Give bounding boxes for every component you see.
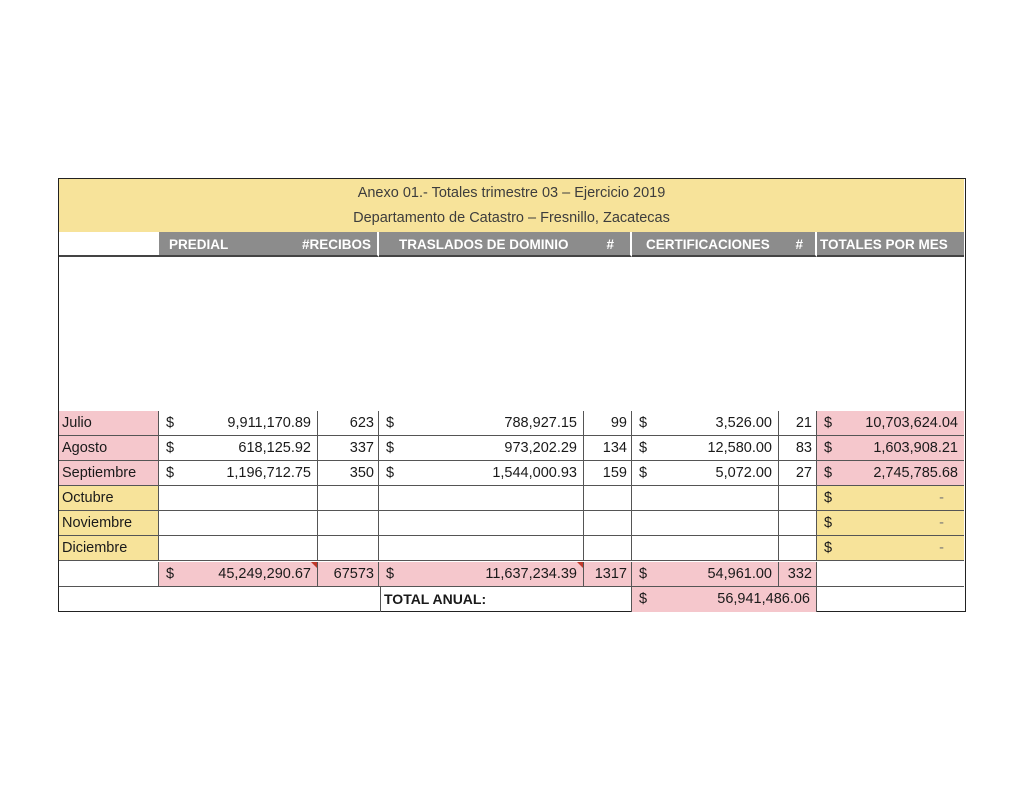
- total-cert: 54,961.00: [707, 566, 772, 582]
- currency-symbol: $: [386, 465, 395, 481]
- blank-area: [59, 257, 964, 411]
- month-name: Diciembre: [59, 536, 159, 561]
- currency-symbol: $: [386, 566, 395, 582]
- empty-cell: [318, 536, 379, 561]
- currency-symbol: $: [824, 415, 833, 431]
- title-block: [59, 179, 964, 233]
- currency-symbol: $: [824, 490, 833, 506]
- currency-symbol: $: [639, 415, 648, 431]
- empty-cell: [584, 511, 632, 536]
- month-row: [59, 411, 964, 436]
- cell-traslados: [379, 436, 584, 461]
- value-traslados: 973,202.29: [504, 440, 577, 456]
- empty-cell: [779, 511, 817, 536]
- total-anual-cell: [632, 587, 817, 612]
- header-cert-label: CERTIFICACIONES: [646, 237, 770, 252]
- month-row: [59, 536, 964, 561]
- empty-cell: [632, 536, 779, 561]
- month-total: 1,603,908.21: [873, 440, 958, 456]
- month-total-cell: [817, 411, 964, 436]
- empty-cell: [379, 511, 584, 536]
- empty-dash: -: [939, 515, 944, 531]
- total-predial: 45,249,290.67: [218, 566, 311, 582]
- totals-row: [59, 562, 964, 587]
- month-total-cell: [817, 461, 964, 486]
- header-traslados: [379, 232, 632, 257]
- empty-cell: [779, 486, 817, 511]
- currency-symbol: $: [639, 566, 648, 582]
- currency-symbol: $: [166, 415, 175, 431]
- empty-cell: [632, 486, 779, 511]
- month-total: 2,745,785.68: [873, 465, 958, 481]
- currency-symbol: $: [639, 465, 648, 481]
- total-cert-n: 332: [779, 562, 817, 587]
- currency-symbol: $: [166, 440, 175, 456]
- cell-traslados_n: 134: [584, 436, 632, 461]
- cell-predial: [159, 461, 318, 486]
- header-totales-label: TOTALES POR MES: [820, 237, 948, 252]
- total-traslados: 11,637,234.39: [485, 566, 577, 582]
- month-name: Noviembre: [59, 511, 159, 536]
- empty-cell: [379, 536, 584, 561]
- cell-cert_n: 21: [779, 411, 817, 436]
- cell-traslados: [379, 461, 584, 486]
- header-predial: [159, 232, 379, 257]
- total-traslados-n: 1317: [584, 562, 632, 587]
- cell-cert_n: 83: [779, 436, 817, 461]
- month-name: Septiembre: [59, 461, 159, 486]
- header-recibos-label: #RECIBOS: [301, 237, 371, 252]
- empty-cell: [318, 511, 379, 536]
- currency-symbol: $: [166, 465, 175, 481]
- cell-cert_n: 27: [779, 461, 817, 486]
- month-row: [59, 461, 964, 486]
- empty-cell: [159, 536, 318, 561]
- spreadsheet-table: [58, 178, 966, 612]
- month-name: Julio: [59, 411, 159, 436]
- value-cert: 5,072.00: [715, 465, 772, 481]
- comment-marker: [577, 562, 583, 568]
- header-certificaciones: [632, 232, 817, 257]
- currency-symbol: $: [166, 566, 175, 582]
- cell-traslados_n: 159: [584, 461, 632, 486]
- empty-cell: [318, 486, 379, 511]
- empty-cell: [632, 511, 779, 536]
- empty-dash: -: [939, 540, 944, 556]
- month-total-cell: [817, 536, 964, 561]
- month-row: [59, 436, 964, 461]
- cell-recibos: 350: [318, 461, 379, 486]
- month-total: 10,703,624.04: [865, 415, 958, 431]
- total-recibos: 67573: [318, 562, 379, 587]
- value-predial: 9,911,170.89: [227, 415, 311, 431]
- month-name: Agosto: [59, 436, 159, 461]
- currency-symbol: $: [639, 440, 648, 456]
- month-name: Octubre: [59, 486, 159, 511]
- currency-symbol: $: [639, 591, 648, 607]
- header-totales: [817, 232, 964, 257]
- header-predial-label: PREDIAL: [169, 237, 229, 252]
- currency-symbol: $: [386, 440, 395, 456]
- currency-symbol: $: [824, 540, 833, 556]
- value-traslados: 1,544,000.93: [492, 465, 577, 481]
- month-row: [59, 511, 964, 536]
- total-anual-value: 56,941,486.06: [717, 591, 810, 607]
- value-predial: 618,125.92: [238, 440, 311, 456]
- cell-traslados: [379, 411, 584, 436]
- value-traslados: 788,927.15: [504, 415, 577, 431]
- cell-predial: [159, 411, 318, 436]
- value-cert: 3,526.00: [715, 415, 772, 431]
- title-line-1: Anexo 01.- Totales trimestre 03 – Ejercicio 2019: [357, 185, 666, 201]
- header-cert-hash: #: [795, 237, 803, 252]
- cell-recibos: 337: [318, 436, 379, 461]
- cell-cert: [632, 436, 779, 461]
- currency-symbol: $: [824, 440, 833, 456]
- empty-cell: [779, 536, 817, 561]
- empty-cell: [379, 486, 584, 511]
- empty-dash: -: [939, 490, 944, 506]
- cell-recibos: 623: [318, 411, 379, 436]
- blank-header-cell: [59, 232, 159, 257]
- month-total-cell: [817, 486, 964, 511]
- cell-cert: [632, 461, 779, 486]
- currency-symbol: $: [824, 515, 833, 531]
- header-traslados-label: TRASLADOS DE DOMINIO: [399, 237, 569, 252]
- comment-marker: [311, 562, 317, 568]
- currency-symbol: $: [386, 415, 395, 431]
- title-line-2: Departamento de Catastro – Fresnillo, Zacatecas: [353, 210, 670, 226]
- month-total-cell: [817, 511, 964, 536]
- header-traslados-hash: #: [606, 237, 614, 252]
- empty-cell: [584, 536, 632, 561]
- value-cert: 12,580.00: [707, 440, 772, 456]
- empty-cell: [159, 486, 318, 511]
- month-total-cell: [817, 436, 964, 461]
- cell-traslados_n: 99: [584, 411, 632, 436]
- currency-symbol: $: [824, 465, 833, 481]
- empty-cell: [584, 486, 632, 511]
- total-anual-label: TOTAL ANUAL:: [380, 587, 632, 612]
- cell-cert: [632, 411, 779, 436]
- cell-predial: [159, 436, 318, 461]
- empty-cell: [159, 511, 318, 536]
- value-predial: 1,196,712.75: [226, 465, 311, 481]
- month-row: [59, 486, 964, 511]
